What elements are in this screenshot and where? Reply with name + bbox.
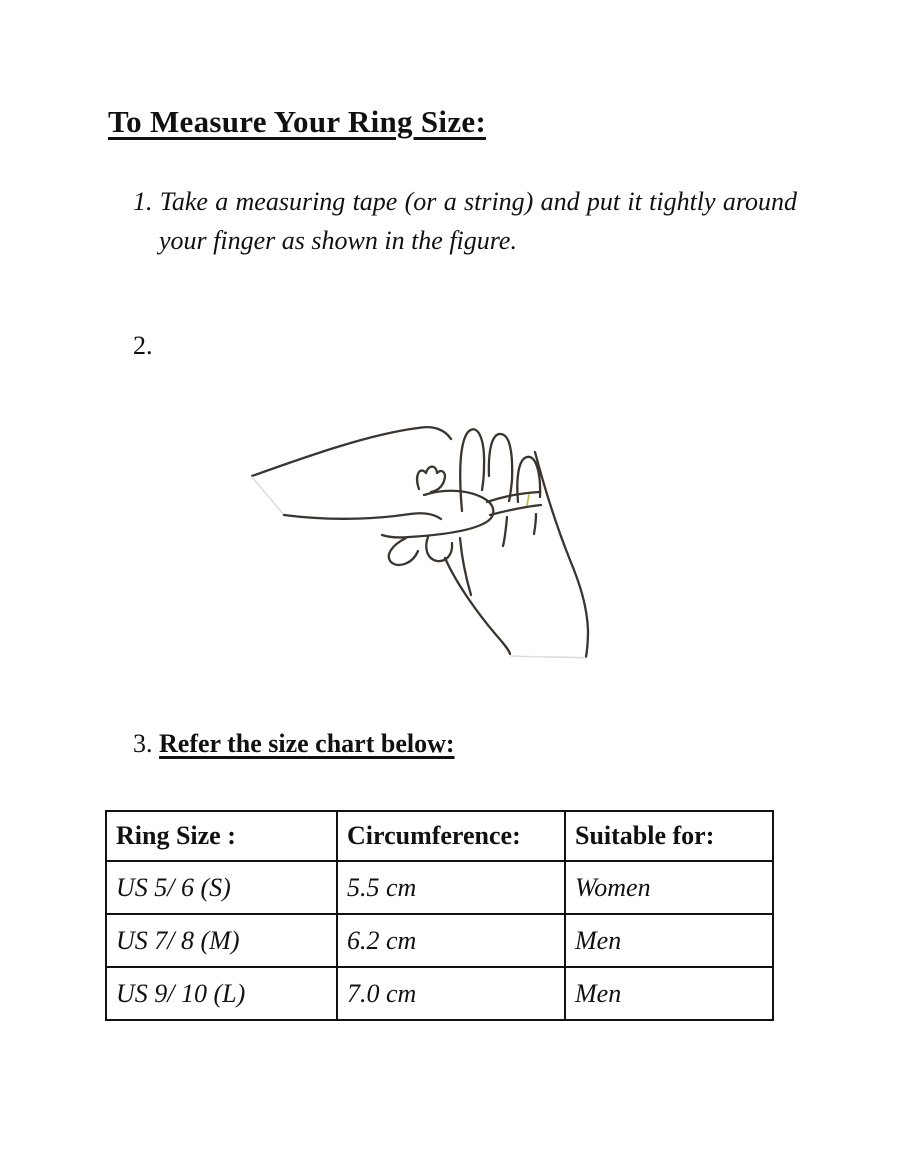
- cell-ring-size: US 7/ 8 (M): [106, 914, 337, 967]
- curled-finger-b: [426, 537, 452, 561]
- cell-suitable-for: Women: [565, 861, 773, 914]
- table-row: [106, 861, 773, 914]
- cell-circumference: 6.2 cm: [337, 914, 565, 967]
- hand-right-contour: [535, 452, 588, 657]
- ring-size-chart-table: [105, 810, 774, 1021]
- hands-line-drawing-svg: [238, 418, 630, 673]
- column-header-circumference: Circumference:: [337, 811, 565, 861]
- string-band-bottom: [490, 505, 541, 515]
- step-3-number: 3.: [133, 729, 153, 758]
- table-row: [106, 914, 773, 967]
- step-1-text: Take a measuring tape (or a string) and put it tightly around your finger as shown in the figure.: [159, 187, 798, 255]
- step-2-item: [133, 326, 153, 365]
- step-3-text: Refer the size chart below:: [159, 729, 455, 758]
- upright-finger-2: [489, 434, 512, 501]
- cell-suitable-for: Men: [565, 967, 773, 1020]
- arm-cut-edge: [252, 477, 284, 515]
- table-header-row: [106, 811, 773, 861]
- string-band-mark: [527, 495, 529, 505]
- arm-top-line: [252, 427, 451, 476]
- step-3-item: [133, 724, 455, 764]
- arm-bottom-line: [284, 513, 441, 519]
- page-title: To Measure Your Ring Size:: [108, 104, 487, 139]
- table-row: [106, 967, 773, 1020]
- cell-circumference: 5.5 cm: [337, 861, 565, 914]
- cell-suitable-for: Men: [565, 914, 773, 967]
- cell-ring-size: US 5/ 6 (S): [106, 861, 337, 914]
- finger-1-crease: [460, 538, 471, 595]
- finger-3-crease: [534, 514, 536, 534]
- finger-2-crease: [503, 517, 507, 546]
- column-header-ring-size: Ring Size :: [106, 811, 337, 861]
- thumb-curl: [417, 467, 445, 492]
- cell-ring-size: US 9/ 10 (L): [106, 967, 337, 1020]
- curled-finger-a: [389, 538, 418, 565]
- cell-circumference: 7.0 cm: [337, 967, 565, 1020]
- hand-left-contour: [445, 558, 510, 654]
- upright-finger-1: [460, 429, 484, 511]
- step-1-number: 1.: [133, 187, 153, 216]
- ring-measurement-illustration: [238, 418, 630, 673]
- pointing-finger: [382, 491, 493, 538]
- step-1-item: [133, 182, 797, 260]
- wrist-cut-edge: [511, 656, 586, 658]
- column-header-suitable-for: Suitable for:: [565, 811, 773, 861]
- step-2-number: 2.: [133, 331, 153, 360]
- string-band-top: [487, 492, 539, 502]
